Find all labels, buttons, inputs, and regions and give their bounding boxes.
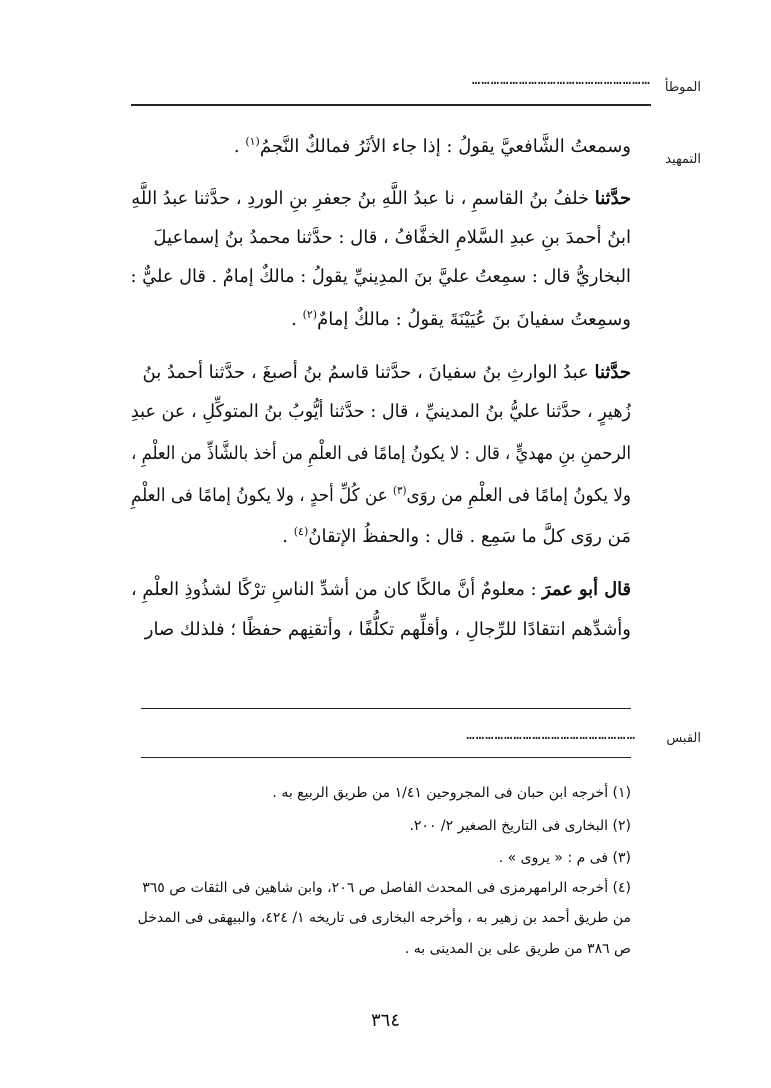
text-line <box>131 362 631 383</box>
footnote-line: من طريق أحمد بن زهير به ، وأخرجه البخارى فى تاريخه ١/ ٤٢٤، والبيهقى فى المدخل <box>137 910 631 926</box>
section-label: التمهيد <box>665 152 701 167</box>
text-line <box>130 266 631 287</box>
line-text: ولا يكونُ إمامًا فى العلْمِ من روَى <box>406 485 631 506</box>
page-number: ٣٦٤ <box>370 1010 400 1031</box>
line-text: : معلومٌ أنَّ مالكًا كان من أشدِّ الناسِ ترْكًا لشذُوذِ العلْمِ ، <box>131 579 543 600</box>
text-line <box>131 308 631 330</box>
text-line <box>131 443 631 464</box>
line-tail: . <box>282 526 294 547</box>
line-tail: . <box>233 136 246 157</box>
footnote-ref: (٣) <box>393 484 407 497</box>
line-text: الرحمنِ بنِ مهديٍّ ، قال : لا يكونُ إمامًا فى العلْمِ من أخذ بالشَّاذِّ من العلْمِ ، <box>131 443 631 464</box>
footnote-line: (١) أخرجه ابن حبان فى المجروحين ١/٤١ من طريق الربيع به . <box>272 785 631 801</box>
qabas-label: القبس <box>666 731 701 746</box>
qabas-dotted-leader: ……………………………………………… <box>466 727 636 743</box>
footnote-line: (٣) فى م : « يروى » . <box>498 850 631 866</box>
line-text: زُهيرٍ ، حدَّثنا عليُّ بنُ المدينيِّ ، قال : حدَّثنا أيُّوبُ بنُ المتوكِّلِ ، عن عبدِ <box>130 401 631 422</box>
line-lead: قال أبو عمرَ <box>542 579 631 600</box>
line-lead: حدَّثنا <box>594 362 631 383</box>
running-title: الموطأ <box>664 80 701 95</box>
text-line <box>131 188 631 209</box>
line-text: مَن روَى كلَّ ما سَمِع . قال : والحفظُ الإتقانُ <box>308 526 631 547</box>
footnote-line: (٢) البخارى فى التاريخ الصغير ٢/ ٢٠٠. <box>409 818 631 834</box>
line-tail: . <box>291 309 303 330</box>
text-line <box>131 135 631 157</box>
line-text: وأشدِّهم انتقادًا للرِّجالِ ، وأقلِّهم تكلُّفًا ، وأتقنِهم حفظًا ؛ فلذلك صار <box>144 619 631 640</box>
line-text: وسمعتُ الشَّافعيَّ يقولُ : إذا جاء الأثَرُ فمالكٌ النَّجمُ <box>259 136 631 157</box>
footnote-rule <box>141 757 631 758</box>
text-line <box>131 525 631 547</box>
line-lead: حدَّثنا <box>594 188 631 209</box>
footnote-ref: (١) <box>245 135 260 148</box>
text-line <box>131 619 631 640</box>
footnote-line: (٤) أخرجه الرامهرمزى فى المحدث الفاصل ص ٢٠٦، وابن شاهين فى الثقات ص ٣٦٥ <box>142 880 631 896</box>
text-line <box>131 484 631 506</box>
header-rule <box>131 104 651 106</box>
text-line <box>130 401 631 422</box>
qabas-top-rule <box>141 708 631 709</box>
footnote-line: ص ٣٨٦ من طريق على بن المدينى به . <box>404 941 631 957</box>
line-text: عبدُ الوارثِ بنُ سفيانَ ، حدَّثنا قاسمُ بنُ أصبغَ ، حدَّثنا أحمدُ بنُ <box>142 362 595 383</box>
footnote-ref: (٤) <box>293 525 309 538</box>
line-text: وسمِعتُ سفيانَ بنَ عُيَيْنَةَ يقولُ : مالكٌ إمامٌ <box>317 309 631 330</box>
line-text: خلفُ بنُ القاسمِ ، نا عبدُ اللَّهِ بنُ جعفرِ بنِ الوردِ ، حدَّثنا عبدُ اللَّهِ <box>131 188 595 209</box>
line-text: ابنُ أحمدَ بنِ عبدِ السَّلامِ الخفَّافُ ، قال : حدَّثنا محمدُ بنُ إسماعيلَ <box>153 227 631 248</box>
header-dotted-leader: ………………………………………………… <box>471 72 651 88</box>
footnote-ref: (٢) <box>302 308 318 321</box>
line-tail: عن كُلِّ أحدٍ ، ولا يكونُ إمامًا فى العلْمِ <box>131 485 394 506</box>
text-line <box>131 579 631 600</box>
text-line <box>131 227 631 248</box>
line-text: البخاريُّ قال : سمِعتُ عليَّ بنَ المدِينيِّ يقولُ : مالكٌ إمامٌ . قال عليٌّ : <box>130 266 631 287</box>
